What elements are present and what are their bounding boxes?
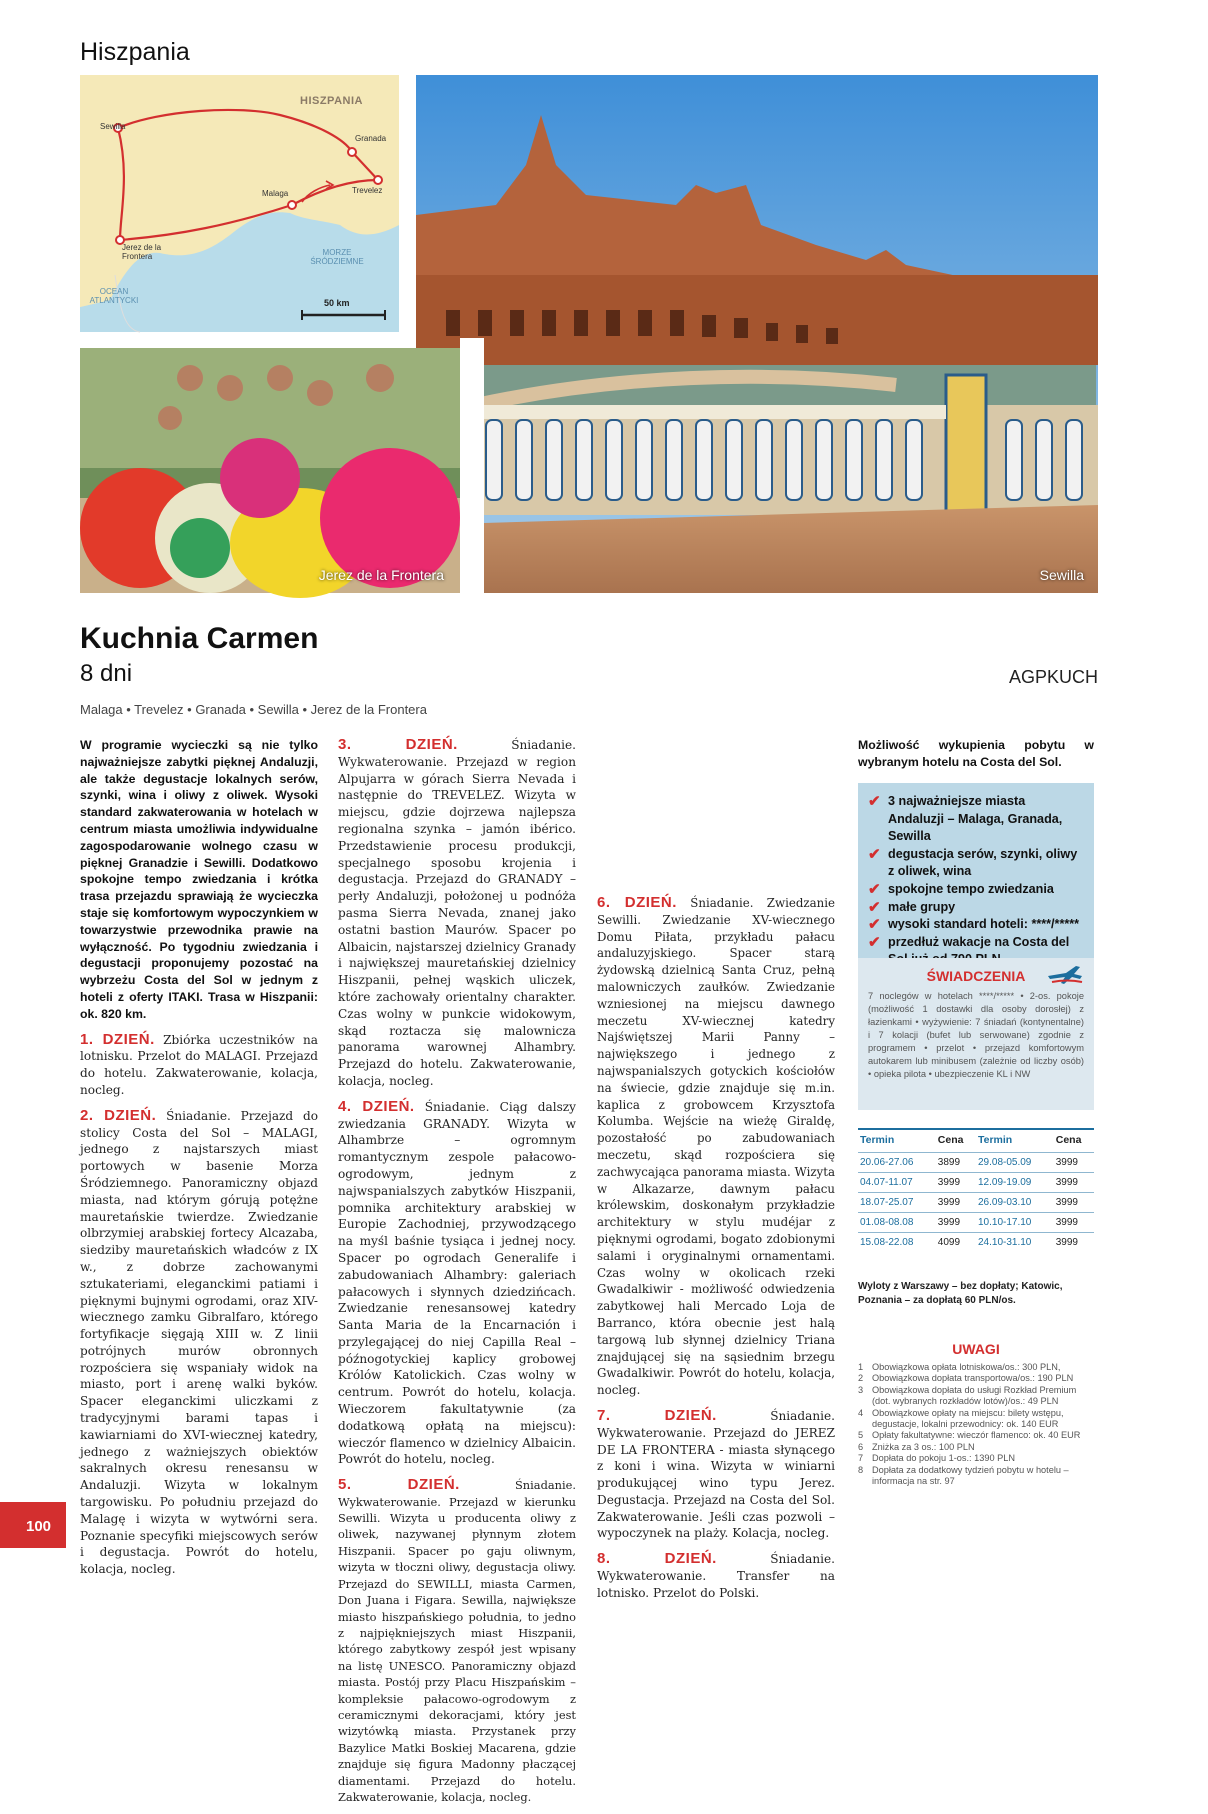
extension-note: Możliwość wykupienia pobytu w wybranym hotelu na Costa del Sol.: [858, 738, 1094, 769]
day-text: Śniadanie. Wykwaterowanie. Przejazd w kierunku Sewilli. Wizyta u producenta oliwy z oliwek, nazywanej płynnym złotem Hiszpanii. Spacer po gaju oliwnym, wizyta w tłoczni oliwy, degustacja oliwy. Przejazd do SEWILLI, miasta Carmen, Don Juana i Figara. Sewilla, największe miasto hiszpańskiego południa, to jedno z najpiękniejszych miast Hiszpanii, którego zabytkowy zespół jest wpisany na listę UNESCO. Panoramiczny objazd miasta. Postój przy Placu Hiszpańskim – kompleksie pałacowo-ogrodowym z ceramicznymi dekoracjami, który jest wizytówką miasta. Przystanek przy Bazylice Matki Boskiej Macarena, gdzie znajduje się figura Madonny płaczącej diamentami. Przejazd do hotelu. Zakwaterowanie, kolacja, nocleg.: [338, 1478, 576, 1804]
note-text: Obowiązkowa dopłata do usługi Rozkład Premium (dot. wybranych rozkładów lotów)/os.: 49 PLN: [872, 1384, 1077, 1407]
day-item: [338, 737, 576, 1090]
note-text: Zniżka za 3 os.: 100 PLN: [872, 1441, 975, 1452]
photo-jerez: [80, 348, 460, 593]
price-row: [858, 1193, 1094, 1213]
day-text: Śniadanie. Ciąg dalszy zwiedzania GRANADY. Wizyta w Alhambrze – ogromnym romantycznym zespole pałacowo-ogrodowym, jednym z najwspanialszych zabytków Hiszpanii, pomnika architektury arabskiej w Europie Zachodniej, przywodzącego na myśl baśnie tysiąca i jednej nocy. Spacer po ogrodach Generalife i zabudowaniach Alhambry: galeriach pałacowych i słynnych dziedzińcach. Zwiedzanie renesansowej katedry Santa Maria de la Encarnación i przylegającej do niej Capilla Real – późnogotyckiej kaplicy grobowej Królów Katolickich. Czas wolny w centrum. Powrót do hotelu, kolacja. Wieczorem fakultatywnie (za dodatkową opłatą na miejscu): wieczór flamenco w dzielnicy Albaicin. Powrót do hotelu, nocleg.: [338, 1099, 576, 1467]
map-city-label: Malaga: [262, 189, 289, 198]
term-cell: 15.08-22.08: [858, 1233, 936, 1253]
included-box: [858, 958, 1094, 1110]
note-item: [858, 1430, 1094, 1441]
check-icon: ✔: [868, 916, 881, 934]
day-heading: 8. DZIEŃ.: [597, 1550, 717, 1568]
check-icon: ✔: [868, 898, 881, 916]
map-ocean-label: OCEAN ATLANTYCKI: [89, 287, 139, 305]
term-cell: 20.06-27.06: [858, 1153, 936, 1173]
intro-text: W programie wycieczki są nie tylko najważniejsze zabytki pięknej Andaluzji, ale także degustacje lokalnych serów, szynki, wina i oliwy z oliwek. Wysoki standard zakwaterowania w hotelach w centrum miasta umożliwia indywidualne zagospodarowanie wolnego czasu w pięknej Granadzie i Sewilli. Dodatkowo spokojne tempo zwiedzania i krótka trasa przejazdu sprawiają że wycieczka staje się komfortowym wypoczynkiem w towarzystwie przewodnika prawie na wyłączność. Po tygodniu zwiedzania i degustacji proponujemy pozostać na wybrzeżu Costa del Sol w jednym z hoteli z oferty ITAKI. Trasa w Hiszpanii: ok. 820 km.: [80, 738, 318, 1021]
day-item: [80, 1032, 318, 1099]
note-text: Obowiązkowe opłaty na miejscu: bilety wstępu, degustacje, lokalni przewodnicy: ok. 140 EUR: [872, 1407, 1064, 1430]
day-text: Śniadanie. Wykwaterowanie. Przejazd w region Alpujarra w górach Sierra Nevada i następnie do TREVELEZ. Wizyta w miejscu, gdzie dojrzewa najlepsza regionalna szynka – jamón ibérico. Przedstawienie procesu produkcji, specjalnego sposobu krojenia i degustacja. Przejazd do GRANADY – perły Andaluzji, położonej u podnóża pasma Sierra Nevada, znanej jako ostatni bastion Maurów. Spacer po Albaicin, najstarszej dzielnicy Granady i największej mauretańskiej dzielnicy Hiszpanii, pełnej wąskich uliczek, które zachowały orientalny charakter. Czas wolny w punkcie widokowym, skąd roztacza się malownicza panorama warownej Alhambry. Przejazd do hotelu. Zakwaterowanie, kolacja, nocleg.: [338, 738, 577, 1088]
note-number: 3: [858, 1384, 864, 1395]
term-cell: 26.09-03.10: [976, 1193, 1054, 1213]
day-item: [597, 895, 835, 1399]
map-country-label: HISZPANIA: [300, 95, 363, 107]
highlight-text: 3 najważniejsze miasta Andaluzji – Malaga, Granada, Sewilla: [888, 794, 1063, 844]
check-icon: ✔: [868, 933, 881, 951]
price-cell: 3999: [1054, 1233, 1094, 1253]
tour-route: Malaga • Trevelez • Granada • Sewilla • Jerez de la Frontera: [80, 702, 427, 717]
price-header-row: [858, 1129, 1094, 1153]
note-item: [858, 1442, 1094, 1453]
note-number: 6: [858, 1441, 864, 1452]
photo-sewilla: [416, 75, 1098, 593]
note-text: Dopłata do pokoju 1-os.: 1390 PLN: [872, 1453, 1016, 1464]
highlight-item: [868, 899, 1082, 917]
plane-icon: [1046, 964, 1084, 986]
note-item: [858, 1465, 1094, 1488]
highlight-text: degustacja serów, szynki, oliwy z oliwek, wina: [888, 846, 1078, 879]
map-city-label: Granada: [355, 134, 387, 143]
day-item: [597, 1408, 835, 1542]
check-icon: ✔: [868, 845, 881, 863]
map-scale-label: 50 km: [324, 298, 350, 308]
term-cell: 24.10-31.10: [976, 1233, 1054, 1253]
note-item: [858, 1453, 1094, 1464]
day-item: [597, 1551, 835, 1601]
price-cell: 3999: [1054, 1193, 1094, 1213]
notes-list: [858, 1362, 1094, 1487]
route-map: [80, 75, 399, 332]
highlight-text: spokojne tempo zwiedzania: [888, 881, 1054, 896]
departures-note: Wyloty z Warszawy – bez dopłaty; Katowic, Poznania – za dopłatą 60 PLN/os.: [858, 1281, 1063, 1306]
day-text: Śniadanie. Wykwaterowanie. Przejazd do JEREZ DE LA FRONTERA - miasta słynącego z koni i wina. Wizyta w winiarni produkującej wino typu Jerez. Degustacja. Przejazd na Costa del Sol. Zakwaterowanie. Jeśli czas pozwoli – wypoczynek na plaży. Kolacja, nocleg.: [597, 1408, 835, 1541]
day-heading: 2. DZIEŃ.: [80, 1106, 157, 1124]
price-row: [858, 1173, 1094, 1193]
day-heading: 7. DZIEŃ.: [597, 1406, 717, 1424]
price-header: Cena: [936, 1129, 976, 1153]
tour-title: Kuchnia Carmen: [80, 622, 319, 655]
note-text: Obowiązkowa opłata lotniskowa/os.: 300 PLN,: [872, 1362, 1061, 1372]
notes-title: UWAGI: [952, 1341, 1000, 1357]
price-cell: 3999: [936, 1173, 976, 1193]
tour-duration: 8 dni: [80, 660, 133, 687]
price-cell: 3999: [936, 1193, 976, 1213]
highlight-text: przedłuż wakacje na Costa del: [888, 934, 1070, 949]
day-heading: 5. DZIEŃ.: [338, 1476, 460, 1494]
note-text: Dopłata za dodatkowy tydzień pobytu w hotelu – informacja na str. 97: [872, 1464, 1069, 1487]
note-text: Opłaty fakultatywne: wieczór flamenco: ok. 40 EUR: [872, 1430, 1081, 1441]
photo-caption: Sewilla: [1039, 567, 1084, 583]
price-header: Termin: [858, 1129, 936, 1153]
included-title: ŚWIADCZENIA: [926, 968, 1026, 984]
day-heading: 4. DZIEŃ.: [338, 1097, 415, 1115]
price-table: [858, 1128, 1094, 1252]
term-cell: 01.08-08.08: [858, 1213, 936, 1233]
term-cell: 18.07-25.07: [858, 1193, 936, 1213]
day-text: Śniadanie. Wykwaterowanie. Transfer na lotnisko. Przelot do Polski.: [597, 1552, 835, 1600]
photo-separator: [460, 338, 484, 598]
column-3: [597, 895, 835, 1611]
tour-code: AGPKUCH: [1008, 667, 1098, 687]
highlights-box: [858, 783, 1094, 958]
day-heading: 6. DZIEŃ.: [597, 894, 677, 911]
price-header: Termin: [976, 1129, 1054, 1153]
note-text: Obowiązkowa dopłata transportowa/os.: 190 PLN: [872, 1373, 1074, 1384]
price-header: Cena: [1054, 1129, 1094, 1153]
map-city-label: Sewilla: [100, 122, 126, 131]
term-cell: 12.09-19.09: [976, 1173, 1054, 1193]
day-item: [338, 1099, 576, 1469]
price-cell: 3999: [936, 1213, 976, 1233]
price-cell: 3899: [936, 1153, 976, 1173]
note-number: 2: [858, 1373, 864, 1384]
term-cell: 10.10-17.10: [976, 1213, 1054, 1233]
highlight-item: [868, 793, 1082, 846]
note-number: 7: [858, 1453, 864, 1464]
day-item: [80, 1108, 318, 1578]
price-cell: 4099: [936, 1233, 976, 1253]
note-item: [858, 1362, 1094, 1373]
page-number: 100: [0, 1502, 66, 1548]
country-heading: Hiszpania: [80, 38, 190, 66]
price-cell: 3999: [1054, 1213, 1094, 1233]
day-heading: 3. DZIEŃ.: [338, 736, 458, 753]
column-2: [338, 737, 576, 1814]
highlight-text: małe grupy: [888, 899, 956, 914]
note-number: 1: [858, 1362, 864, 1372]
note-number: 8: [858, 1464, 864, 1475]
map-city-label: Jerez de la Frontera: [122, 243, 162, 261]
price-row: [858, 1233, 1094, 1253]
note-item: [858, 1385, 1094, 1408]
day-text: Śniadanie. Zwiedzanie Sewilli. Zwiedzanie XV-wiecznego Domu Piłata, przykładu pałacu andaluzyjskiego. Spacer starą żydowską dzielnicą Santa Cruz, pełną malowniczych zaułków. Zwiedzanie wzniesionej na miejscu dawnego meczetu XV-wiecznej katedry Najświętszej Marii Panny – największego i jednego z najwspanialszych gotyckich kościołów na świecie, gdzie znajduje się m.in. kaplica z grobowcem Krzysztofa Kolumba. Wejście na wieżę Giraldę, pozostałość po zabudowaniach meczetu, skąd rozpościera się zachwycająca panorama miasta. Wizyta w Alkazarze, dawnym pałacu królewskim, doskonałym przykładzie architektury w stylu mudéjar z pięknymi ogrodami, bogato zdobionymi salami i oryginalnymi ornamentami. Czas wolny w okolicach rzeki Gwadalkiwir - możliwość odwiedzenia zabytkowej hali Mercado Loja de Barranco, która obecnie jest halą targową lub słynnej dzielnicy Triana znajdującej się na sąsiednim brzegu Gwadalkiwir. Powrót do hotelu, kolacja, nocleg.: [597, 896, 835, 1398]
term-cell: 29.08-05.09: [976, 1153, 1054, 1173]
day-text: Śniadanie. Przejazd do stolicy Costa del Sol – MALAGI, jednego z najstarszych miast portowych w basenie Morza Śródziemnego. Panoramiczny objazd miasta, nad którym górują potężne mauretańskie twierdze. Zwiedzanie olbrzymiej arabskiej fortecy Alcazaba, siedziby mauretańskich władców z IX w., z dobrze zachowanymi sztukateriami, eleganckimi patiami i pięknymi bujnymi ogrodami, oraz XIV-wiecznego zamku Gibralfaro, którego fortyfikacje sięgają XIII w. Z linii potrójnych murów obronnych rozpościera się wspaniały widok na miasto, port i arenę walki byków. Spacer eleganckimi uliczkami z tradycyjnymi barami tapas i kawiarniami do XVI-wiecznej katedry, jednego z ważniejszych obiektów sakralnych okresu renesansu w Andaluzji. Wizyta w lokalnym targowisku. Po południu przejazd do Malagę i wizyta w wytwórni sera. Poznanie specyfiki miejscowych serów i degustacja. Powrót do hotelu, kolacja, nocleg.: [80, 1108, 318, 1577]
highlight-text: wysoki standard hoteli: ****/*****: [888, 917, 1080, 932]
note-item: [858, 1408, 1094, 1431]
price-cell: 3999: [1054, 1173, 1094, 1193]
map-sea-label: MORZE ŚRÓDZIEMNE: [310, 248, 364, 266]
included-text: 7 noclegów w hotelach ****/***** • 2-os. pokoje (możliwość 1 dostawki dla osoby dorosłej) z łazienkami • wyżywienie: 7 śniadań (kontynentalne) i 7 kolacji (bufet lub serwowane) zgodnie z programem • przelot • przejazd komfortowym autokarem lub minibusem (zależnie od liczby osób) • opieka pilota • ubezpieczenie KL i NW: [868, 991, 1084, 1079]
price-row: [858, 1153, 1094, 1173]
note-number: 4: [858, 1407, 864, 1418]
note-number: 5: [858, 1430, 864, 1441]
check-icon: ✔: [868, 793, 881, 810]
day-item: [338, 1477, 576, 1805]
price-cell: 3999: [1054, 1153, 1094, 1173]
column-1: [80, 737, 318, 1587]
note-item: [858, 1373, 1094, 1384]
price-row: [858, 1213, 1094, 1233]
map-city-label: Trevelez: [352, 186, 383, 195]
highlight-item: [868, 916, 1082, 934]
day-text: Zbiórka uczestników na lotnisku. Przelot do MALAGI. Przejazd do hotelu. Zakwaterowanie, kolacja, nocleg.: [80, 1032, 318, 1097]
day-heading: 1. DZIEŃ.: [80, 1030, 155, 1048]
check-icon: ✔: [868, 880, 881, 898]
highlight-item: [868, 846, 1082, 881]
photo-caption: Jerez de la Frontera: [318, 567, 444, 583]
highlight-item: [868, 881, 1082, 899]
term-cell: 04.07-11.07: [858, 1173, 936, 1193]
